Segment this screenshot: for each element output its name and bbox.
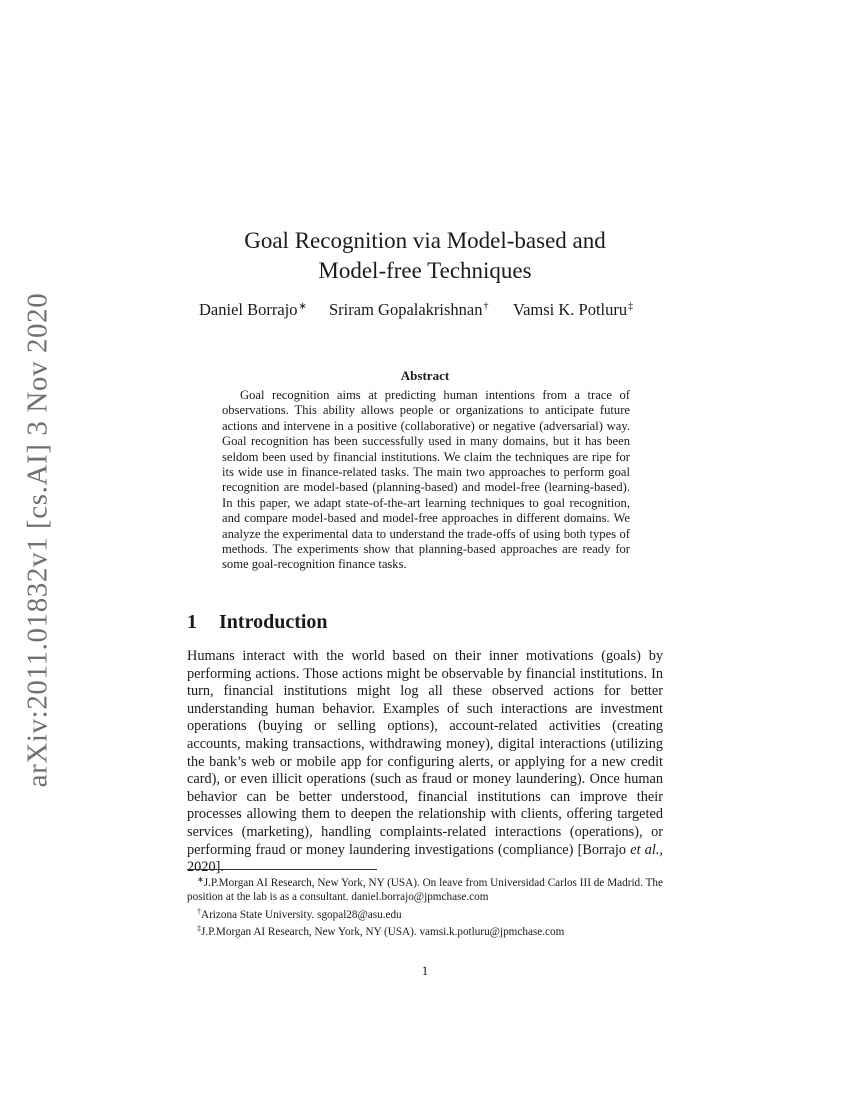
- author-footnote-mark: ‡: [628, 301, 634, 312]
- author-name: Sriram Gopalakrishnan: [329, 300, 483, 319]
- footnote-mark: ‡: [197, 924, 201, 934]
- author-potluru: [513, 300, 633, 320]
- footnote-3: [187, 922, 663, 940]
- author-borrajo: [199, 300, 307, 320]
- section-heading: [187, 611, 328, 634]
- footnotes: [187, 873, 663, 940]
- paragraph-text: Humans interact with the world based on their inner motivations (goals) by performing actions. Those actions might be observable by financial institutions. In turn, financial institutions might log all these observed actions for better understanding human behavior. Examples of such interactions are investment operations (buying or selling options), account-related activities (creating accounts, making transactions, withdrawing money), digital interactions (utilizing the bank’s web or mobile app for configuring alerts, or applying for a new credit card), or even illicit operations (such as fraud or money laundering). Once human behavior can be better understood, financial institutions can improve their processes allowing them to deepen the relationship with clients, offering targeted services (marketing), handling complaints-related interactions (operations), or performing fraud or money laundering investigations (compliance) [Borrajo: [187, 648, 663, 858]
- citation-et-al: et al.: [630, 841, 660, 858]
- author-list: [0, 300, 850, 324]
- section-title: Introduction: [219, 611, 328, 633]
- footnote-mark: ∗: [197, 875, 204, 884]
- footnote-text: J.P.Morgan AI Research, New York, NY (USA). On leave from Universidad Carlos III de Madrid. The position at the lab is as a consultant. daniel.borrajo@jpmchase.com: [187, 877, 663, 903]
- author-footnote-mark: †: [483, 301, 489, 312]
- section-number: 1: [187, 611, 197, 633]
- citation-year: , 2020].: [187, 841, 663, 876]
- footnote-1: [187, 873, 663, 905]
- footnote-mark: †: [197, 906, 201, 916]
- abstract-heading: Abstract: [400, 368, 450, 383]
- author-name: Vamsi K. Potluru: [513, 300, 628, 319]
- page-number: 1: [421, 963, 429, 978]
- footnote-2: [187, 905, 663, 923]
- author-name: Daniel Borrajo: [199, 300, 298, 319]
- paper-title-line-2: Model-free Techniques: [318, 258, 532, 283]
- paper-title-line-1: Goal Recognition via Model-based and: [244, 228, 606, 253]
- author-footnote-mark: ∗: [298, 301, 307, 312]
- arxiv-identifier: arXiv:2011.01832v1 [cs.AI] 3 Nov 2020: [21, 292, 54, 788]
- introduction-paragraph: [187, 648, 663, 877]
- footnote-text: J.P.Morgan AI Research, New York, NY (USA). vamsi.k.potluru@jpmchase.com: [201, 926, 565, 939]
- author-gopalakrishnan: [329, 300, 489, 320]
- footnote-rule: [187, 869, 377, 870]
- abstract-text: Goal recognition aims at predicting human intentions from a trace of observations. This ability allows people or organizations to anticipate future actions and intervene in a positive (collaborative) or negative (adversarial) way. Goal recognition has been successfully used in many domains, but it has been seldom been used by financial institutions. We claim the techniques are ripe for its wide use in finance-related tasks. The main two approaches to perform goal recognition are model-based (planning-based) and model-free (learning-based). In this paper, we adapt state-of-the-art learning techniques to goal recognition, and compare model-based and model-free approaches in different domains. We analyze the experimental data to understand the trade-offs of using both types of methods. The experiments show that planning-based approaches are ready for some goal-recognition finance tasks.: [222, 388, 630, 572]
- footnote-text: Arizona State University. sgopal28@asu.edu: [201, 908, 402, 921]
